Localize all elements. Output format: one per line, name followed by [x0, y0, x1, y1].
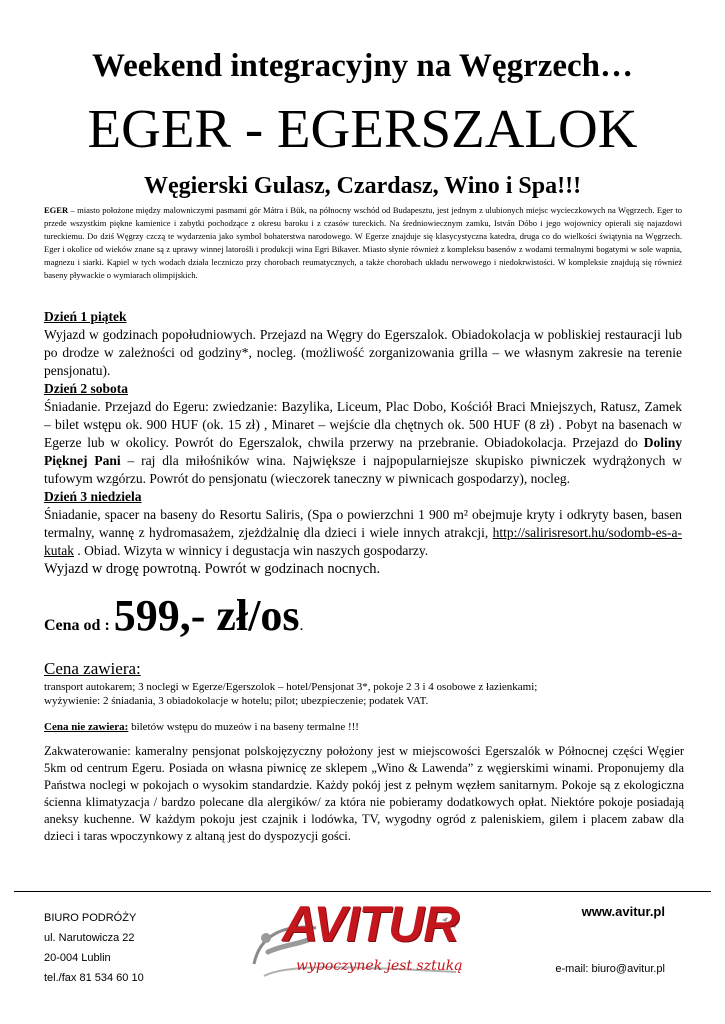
office-street: ul. Narutowicza 22	[44, 932, 135, 944]
price-excludes	[44, 720, 684, 734]
price-value: 599,- zł/os	[113, 591, 300, 640]
website-link[interactable]: www.avitur.pl	[581, 904, 665, 919]
day3-title: Dzień 3 niedziela	[44, 489, 142, 504]
excludes-label: Cena nie zawiera:	[44, 721, 129, 733]
price-includes	[44, 658, 684, 734]
day1-title: Dzień 1 piątek	[44, 309, 127, 324]
avitur-logo	[246, 894, 476, 994]
excludes-text: biletów wstępu do muzeów i na baseny termalne !!!	[128, 721, 359, 733]
price-line	[44, 590, 304, 641]
day2-highlight: Doliny Pięknej Pani	[44, 435, 682, 468]
page-title: Weekend integracyjny na Węgrzech…	[91, 48, 634, 84]
day2-text-a: Śniadanie. Przejazd do Egeru: zwiedzanie: Bazylika, Liceum, Plac Dobo, Kościół Braci Mniejszych, Ratusz, Zamek – bilet wstępu ok. 900 HUF (ok. 15 zł) , Minaret – wejście dla chętnych ok. 500 HUF (8 zł) . Pobyt na basenach w Egerze lub w okolicy. Powrót do Egerszalok, chwila przerwy na przebranie. Obiadokolacja. Przejazd do	[44, 399, 682, 450]
intro-lead: EGER	[44, 205, 69, 215]
day1-text: Wyjazd w godzinach popołudniowych. Przejazd na Węgry do Egerszalok. Obiadokolacja w pobliskiej restauracji lub po drodze w zależności od godziny*, nocleg. (możliwość zorganizowania grilla – we własnym zakresie na terenie pensjonatu).	[44, 327, 682, 378]
destination-heading: EGER - EGERSZALOK	[87, 98, 638, 159]
logo-slogan: wypoczynek jest sztuką	[296, 958, 463, 974]
price-label: Cena od :	[44, 617, 114, 634]
office-city: 20-004 Lublin	[44, 952, 111, 964]
day2-title: Dzień 2 sobota	[44, 381, 128, 396]
includes-title: Cena zawiera:	[44, 659, 141, 678]
day3-text	[44, 506, 682, 560]
subtitle: Węgierski Gulasz, Czardasz, Wino i Spa!!!	[143, 173, 582, 199]
day2-text-b: – raj dla miłośników wina. Największe i najpopularniejsze skupisko piwniczek wydrążonych w tufowym wzgórzu. Powrót do pensjonatu (wieczorek taneczny w piwnicach gospodarzy), nocleg.	[44, 453, 682, 486]
office-name: BIURO PODRÓŻY	[44, 912, 137, 924]
intro-paragraph	[44, 204, 682, 282]
office-phone: tel./fax 81 534 60 10	[44, 972, 144, 984]
itinerary	[44, 308, 682, 578]
day2-text	[44, 398, 682, 488]
logo-wordmark: AVITUR	[282, 896, 459, 952]
day3-text-b: . Obiad. Wizyta w winnicy i degustacja win naszych gospodarzy.	[74, 543, 429, 558]
price-dot: .	[299, 617, 304, 634]
includes-line-1: transport autokarem; 3 noclegi w Egerze/Egerszolok – hotel/Pensjonat 3*, pokoje 2 3 i 4 osobowe z łazienkami;	[44, 681, 538, 693]
includes-line-2: wyżywienie: 2 śniadania, 3 obiadokolacje w hotelu; pilot; ubezpieczenie; podatek VAT.	[44, 695, 429, 707]
footer-divider	[14, 891, 711, 892]
office-address	[44, 908, 144, 988]
departure-text: Wyjazd w drogę powrotną. Powrót w godzinach nocnych.	[44, 561, 381, 577]
day3-text-a: Śniadanie, spacer na baseny do Resortu Saliris, (Spa o powierzchni 1 900 m² obejmuje kryty i odkryty basen, basen termalny, wannę z hydromasażem, zjeżdżalnię dla dzieci i wiele innych atrakcji,	[44, 507, 682, 540]
accommodation-paragraph: Zakwaterowanie: kameralny pensjonat polskojęzyczny położony jest w miejscowości Egerszalók w Północnej części Węgier 5km od centrum Egeru. Posiada on własna piwnicę ze sklepem „Wino & Lawenda” z węgierskimi winami. Proponujemy dla Państwa noclegi w pokojach o wysokim standardzie. Każdy pokój jest z pełnym węzłem sanitarnym. Pokoje są z ekologiczna ścienna klimatyzacja / bardzo polecane dla alergików/ za która nie pobieramy dodatkowych opłat. Niektóre pokoje posiadają aneksy kuchenne. W każdym pokoju jest czajnik i lodówka, TV, wygodny ogród z paleniskiem, gilem i placem zabaw dla dzieci i taras wpoczynkowy z altaną jest do dyspozycji gości.	[44, 744, 684, 843]
saliris-link[interactable]: http://salirisresort.hu/sodomb-es-a-kutak	[44, 525, 682, 558]
email-contact[interactable]: e-mail: biuro@avitur.pl	[555, 963, 665, 975]
intro-text: – miasto położone między malowniczymi pasmami gór Mátra i Bük, na północny wschód od Budapesztu, jest jednym z ulubionych miejsc wycieczkowych na Węgrzech. Eger to przede wszystkim piękne kamienice i zabytki pochodzące z okresu baroku i z czasów tureckich. Na średniowiecznym zamku, István Dóbo i jego wojownicy opierali się najazdowi tureckiemu. Do dziś Węgrzy czczą te wydarzenia jako symbol bohaterstwa narodowego. W Egerze znajduje się klasycystyczna katedra, druga co do wielkości świątynia na Węgrzech. Eger i okolice od wieków znane są z uprawy winnej latorośli i produkcji wina Egri Bikaver. Miasto słynie również z kompleksu basenów z wodami termalnymi bogatymi w sole wapnia, magnezu i siarki. Kąpiel w tych wodach działa leczniczo przy chorobach reumatycznych, a także chorobach układu nerwowego i niedokrwistości. W kompleksie znajdują się również baseny pływackie o wymiarach olimpijskich.	[44, 205, 682, 280]
